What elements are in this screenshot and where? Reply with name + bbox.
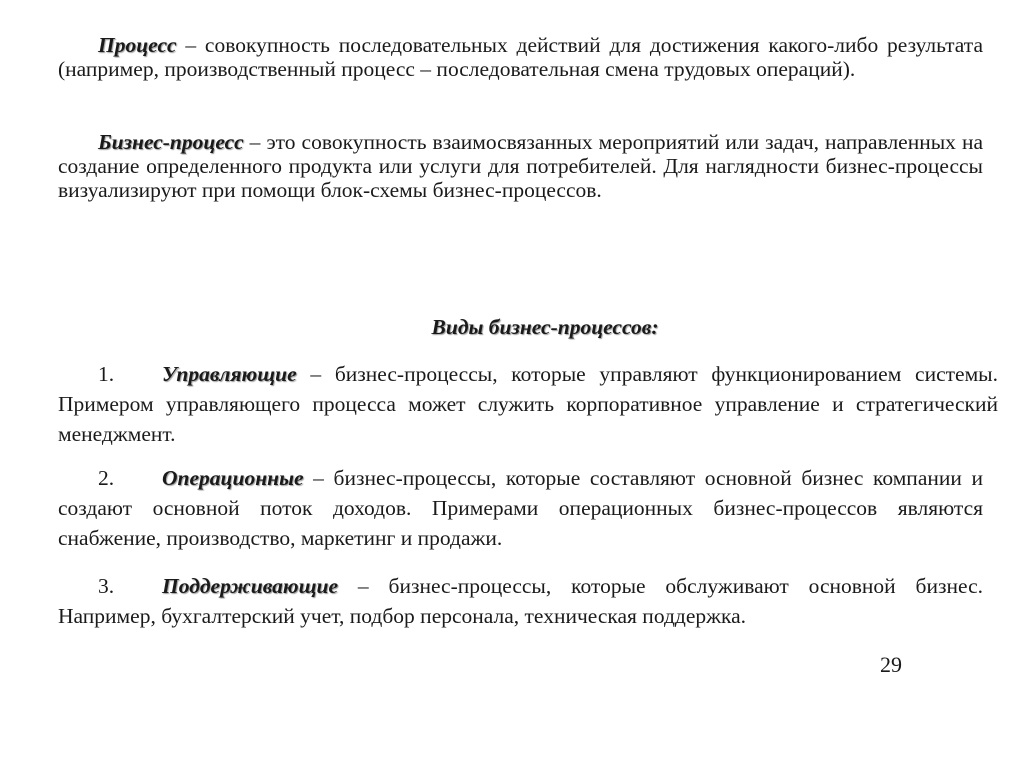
definition-text: – это совокупность взаимосвязанных мероприятий или задач, направленных на создание определенного продукта или услуги для потребителей. Для наглядности бизнес-процессы визуализируют при помощи блок-схемы бизнес-процессов. — [58, 130, 983, 202]
list-term: Управляющие — [162, 362, 297, 386]
page-number: 29 — [880, 652, 902, 677]
list-number: 2. — [98, 466, 115, 490]
definition-business-process — [58, 130, 983, 202]
list-item-supporting — [58, 571, 983, 631]
list-term: Операционные — [162, 466, 304, 490]
definition-text: – совокупность последовательных действий для достижения какого-либо результата (например, производственный процесс – последовательная смена трудовых операций). — [58, 33, 983, 81]
section-heading: Виды бизнес-процессов: — [431, 315, 659, 339]
list-number: 1. — [98, 362, 115, 386]
definition-term: Бизнес-процесс — [98, 130, 244, 154]
list-item-operational — [58, 463, 983, 553]
list-text: – бизнес-процессы, которые обслуживают основной бизнес. Например, бухгалтерский учет, подбор персонала, техническая поддержка. — [58, 574, 983, 628]
list-text: – бизнес-процессы, которые составляют основной бизнес компании и создают основной поток доходов. Примерами операционных бизнес-процессов являются снабжение, производство, маркетинг и продажи. — [58, 466, 983, 550]
definition-process — [58, 33, 983, 81]
definition-term: Процесс — [98, 33, 177, 57]
list-number: 3. — [98, 574, 115, 598]
list-text: – бизнес-процессы, которые управляют функционированием системы. Примером управляющего процесса может служить корпоративное управление и стратегический менеджмент. — [58, 362, 998, 446]
list-term: Поддерживающие — [162, 574, 339, 598]
list-item-managing — [58, 359, 998, 449]
